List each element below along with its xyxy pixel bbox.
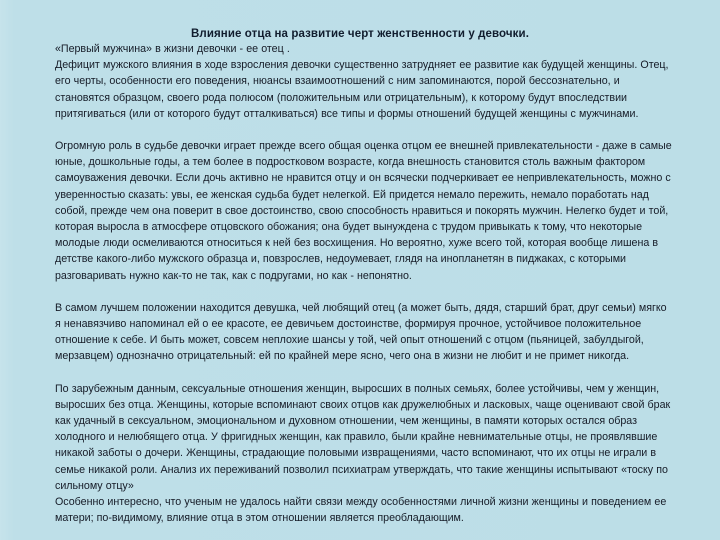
paragraph-1: Дефицит мужского влияния в ходе взросления девочки существенно затрудняет ее развитие как будущей женщины. Отец, его черты, особенности его поведения, нюансы взаимоотношений с ним запоминаются, порой бессознательно, и становятся образцом, своего рода полюсом (положительным или отрицательным), к которому будут впоследствии притягиваться (или от которого будут отталкиваться) все типы и формы отношений будущей женщины с мужчинами. — [55, 59, 669, 120]
slide-title: Влияние отца на развитие черт женственности у девочки. — [191, 28, 529, 40]
paragraph-4: По зарубежным данным, сексуальные отношения женщин, выросших в полных семьях, более устойчивы, чем у женщин, выросших без отца. Женщины, которые вспоминают своих отцов как дружелюбных и ласковых, чаще оценивают свой брак как удачный в сексуальном, эмоциональном и духовном отношении, чем женщины, в памяти которых остался образ холодного и нелюбящего отца. У фригидных женщин, как правило, были крайне невнимательные отцы, не проявлявшие никакой заботы о дочери. Женщины, страдающие половыми извращениями, часто вспоминают, что их отцы не играли в семье никакой роли. Анализ их переживаний позволил психиатрам утверждать, что такие женщины испытывают «тоску по сильному отцу» — [55, 382, 671, 492]
paragraph-2: Огромную роль в судьбе девочки играет прежде всего общая оценка отцом ее внешней привлекательности - даже в самые юные, дошкольные годы, а тем более в подростковом возрасте, когда внешность становится столь важным фактором самоуважения девочки. Если дочь активно не нравится отцу и он всячески подчеркивает ее непривлекательность, можно с уверенностью сказать: увы, ее женская судьба будет нелегкой. Ей придется немало пережить, немало поработать над собой, прежде чем она поверит в свое достоинство, свою способность нравиться и покорять мужчин. Нелегко будет и той, которая выросла в атмосфере отцовского обожания; она будет вынуждена с трудом привыкать к тому, что некоторые молодые люди осмеливаются относиться к ней без восхищения. Но вероятно, хуже всего той, которая вообще лишена в детстве какого-либо мужского образца и, повзрослев, недоумевает, глядя на инопланетян в пиджаках, с которыми разговаривать нужно как-то не так, как с подругами, но как - непонятно. — [55, 140, 672, 282]
slide-body — [55, 41, 673, 526]
paragraph-3: В самом лучшем положении находится девушка, чей любящий отец (а может быть, дядя, старший брат, друг семьи) мягко я ненавязчиво напоминал ей о ее красоте, ее девичьем достоинстве, формируя прочное, устойчивое положительное отношение к себе. И быть может, совсем неплохие шансы у той, чей опыт отношений с отцом (пьяницей, забулдыгой, мерзавцем) однозначно отрицательный: ей по крайней мере ясно, чего она в жизни не любит и не примет никогда. — [55, 301, 667, 363]
paragraph-5: Особенно интересно, что ученым не удалось найти связи между особенностями личной жизни женщины и поведением ее матери; по-видимому, влияние отца в этом отношении является преобладающим. — [55, 496, 667, 525]
intro-line: «Первый мужчина» в жизни девочки - ее отец . — [55, 43, 290, 55]
